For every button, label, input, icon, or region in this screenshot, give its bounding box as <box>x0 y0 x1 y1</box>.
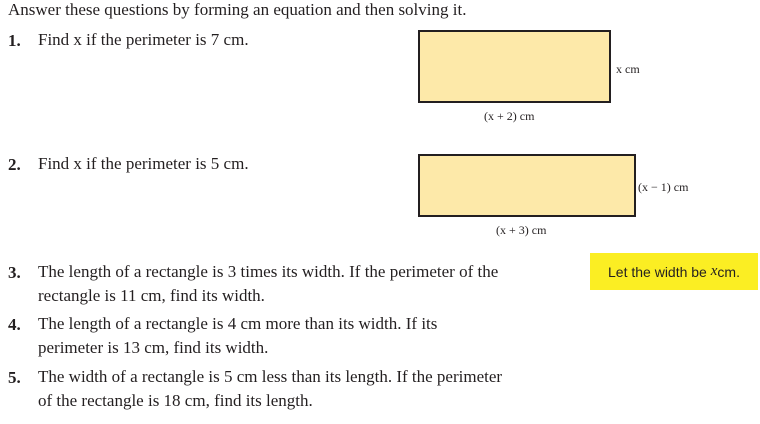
rectangle-diagram-2 <box>418 154 636 217</box>
question-line: Find x if the perimeter is 5 cm. <box>38 154 249 173</box>
question-line: Find x if the perimeter is 7 cm. <box>38 30 249 49</box>
question-line: of the rectangle is 18 cm, find its length. <box>38 391 313 410</box>
question-line: The length of a rectangle is 4 cm more than its width. If its <box>38 314 438 333</box>
question-line: The width of a rectangle is 5 cm less than its length. If the perimeter <box>38 367 503 386</box>
side-length-label: x cm <box>616 62 640 76</box>
question-text <box>38 28 249 52</box>
question-text <box>38 260 498 308</box>
bottom-length-label: (x + 2) cm <box>484 109 535 123</box>
hint-variable: x <box>710 263 718 279</box>
hint-suffix: cm. <box>717 263 740 280</box>
question-text <box>38 312 437 360</box>
question-line: The length of a rectangle is 3 times its width. If the perimeter of the <box>38 262 499 281</box>
bottom-length-label: (x + 3) cm <box>496 223 547 237</box>
question-line: rectangle is 11 cm, find its width. <box>38 286 265 305</box>
question-text <box>38 365 502 413</box>
question-line: perimeter is 13 cm, find its width. <box>38 338 269 357</box>
hint-prefix: Let the width be <box>608 263 707 280</box>
rectangle-diagram-1 <box>418 30 611 103</box>
question-number: 1. <box>8 31 21 50</box>
question-number: 2. <box>8 155 21 174</box>
hint-box <box>590 253 758 290</box>
side-length-label: (x − 1) cm <box>638 180 689 194</box>
question-number: 4. <box>8 315 21 334</box>
question-text <box>38 152 249 176</box>
instruction-text: Answer these questions by forming an equation and then solving it. <box>8 0 467 19</box>
question-number: 3. <box>8 263 21 282</box>
question-number: 5. <box>8 368 21 387</box>
